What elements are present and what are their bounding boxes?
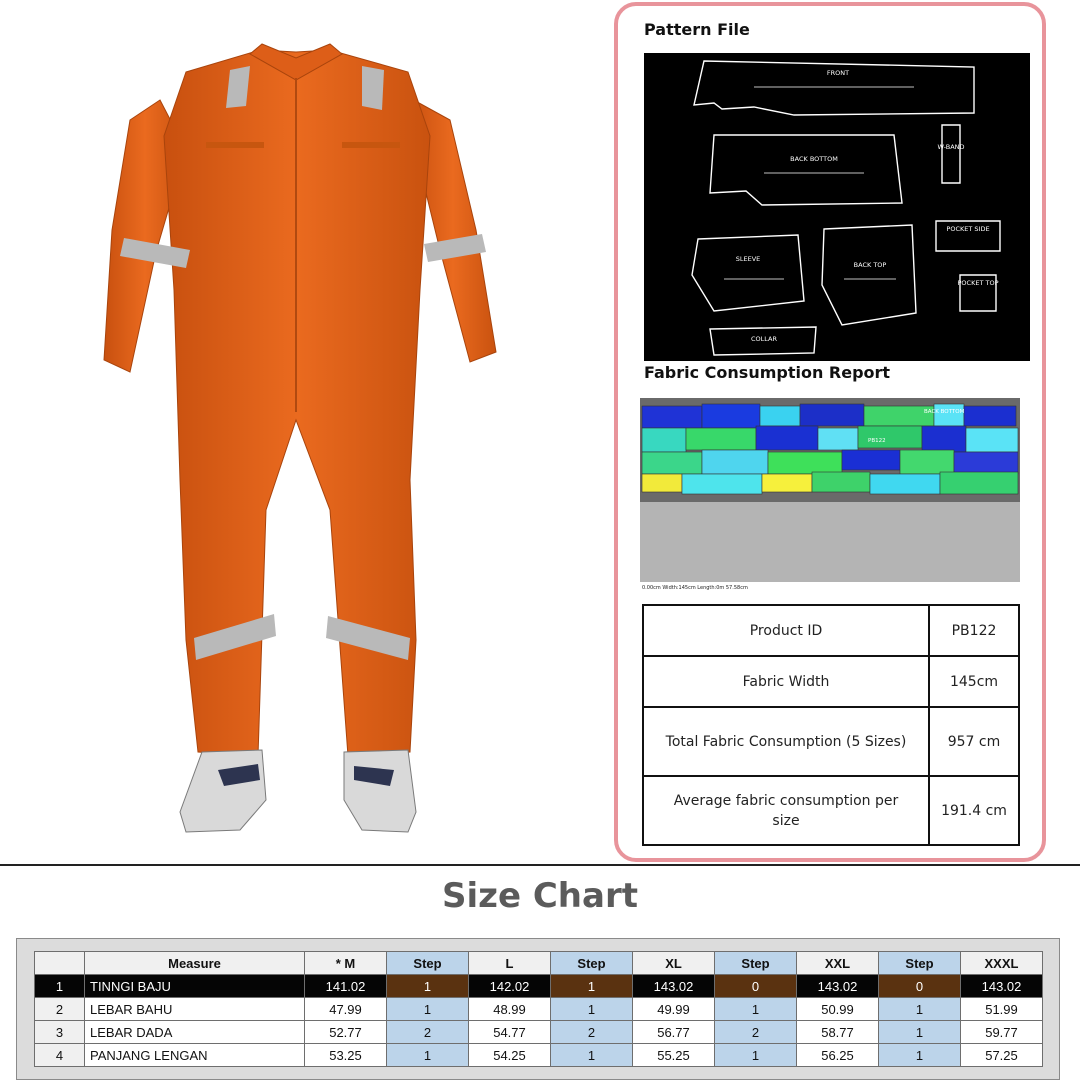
info-value: PB122 <box>929 605 1019 656</box>
marker-label-pb122: PB122 <box>868 438 886 444</box>
fabric-report-heading: Fabric Consumption Report <box>644 363 891 382</box>
info-row <box>643 707 1019 776</box>
pattern-pieces <box>644 53 1030 361</box>
step-cell[interactable]: 1 <box>879 1021 961 1044</box>
value-cell[interactable]: 48.99 <box>469 998 551 1021</box>
product-info-table <box>642 604 1020 846</box>
header-step[interactable]: Step <box>387 952 469 975</box>
header-step[interactable]: Step <box>879 952 961 975</box>
value-cell[interactable]: 51.99 <box>961 998 1043 1021</box>
step-cell[interactable]: 1 <box>715 998 797 1021</box>
step-cell[interactable]: 2 <box>387 1021 469 1044</box>
info-value: 191.4 cm <box>929 776 1019 845</box>
piece-label-pocket-top: POCKET TOP <box>957 279 999 287</box>
step-cell[interactable]: 1 <box>551 975 633 998</box>
value-cell[interactable]: 54.77 <box>469 1021 551 1044</box>
value-cell[interactable]: 56.77 <box>633 1021 715 1044</box>
value-cell[interactable]: 55.25 <box>633 1044 715 1067</box>
marker-label-back-bottom: BACK BOTTOM <box>924 409 965 415</box>
value-cell[interactable]: 143.02 <box>797 975 879 998</box>
measure-name[interactable]: PANJANG LENGAN <box>85 1044 305 1067</box>
marker-layout <box>640 398 1020 592</box>
info-row <box>643 605 1019 656</box>
row-index[interactable]: 4 <box>35 1044 85 1067</box>
value-cell[interactable]: 57.25 <box>961 1044 1043 1067</box>
info-label: Fabric Width <box>643 656 929 707</box>
measure-name[interactable]: LEBAR BAHU <box>85 998 305 1021</box>
size-chart-row[interactable] <box>35 998 1043 1021</box>
coverall-product-image <box>90 40 510 840</box>
piece-label-wband: W-BAND <box>937 143 965 151</box>
measure-name[interactable]: LEBAR DADA <box>85 1021 305 1044</box>
row-index[interactable]: 1 <box>35 975 85 998</box>
header-size-xl[interactable]: XL <box>633 952 715 975</box>
step-cell[interactable]: 1 <box>715 1044 797 1067</box>
size-chart-table <box>34 951 1043 1067</box>
step-cell[interactable]: 2 <box>715 1021 797 1044</box>
pattern-info-card <box>614 2 1046 862</box>
info-value: 957 cm <box>929 707 1019 776</box>
size-chart-grid <box>16 938 1060 1080</box>
value-cell[interactable]: 142.02 <box>469 975 551 998</box>
piece-label-sleeve: SLEEVE <box>735 255 761 263</box>
step-cell[interactable]: 1 <box>879 998 961 1021</box>
step-cell[interactable]: 1 <box>387 1044 469 1067</box>
row-index[interactable]: 2 <box>35 998 85 1021</box>
piece-label-collar: COLLAR <box>750 335 778 343</box>
step-cell[interactable]: 0 <box>879 975 961 998</box>
value-cell[interactable]: 52.77 <box>305 1021 387 1044</box>
value-cell[interactable]: 58.77 <box>797 1021 879 1044</box>
step-cell[interactable]: 1 <box>879 1044 961 1067</box>
row-index[interactable]: 3 <box>35 1021 85 1044</box>
info-row <box>643 776 1019 845</box>
piece-label-pocket-side: POCKET SIDE <box>946 225 990 233</box>
size-chart-row[interactable] <box>35 1021 1043 1044</box>
section-divider <box>0 864 1080 866</box>
value-cell[interactable]: 141.02 <box>305 975 387 998</box>
header-size-l[interactable]: L <box>469 952 551 975</box>
header-step[interactable]: Step <box>715 952 797 975</box>
piece-label-back-top: BACK TOP <box>853 261 887 269</box>
header-measure[interactable]: Measure <box>85 952 305 975</box>
info-row <box>643 656 1019 707</box>
step-cell[interactable]: 0 <box>715 975 797 998</box>
piece-label-back-bottom: BACK BOTTOM <box>790 155 838 163</box>
measure-name[interactable]: TINNGI BAJU <box>85 975 305 998</box>
value-cell[interactable]: 59.77 <box>961 1021 1043 1044</box>
value-cell[interactable]: 56.25 <box>797 1044 879 1067</box>
info-value: 145cm <box>929 656 1019 707</box>
pattern-file-image <box>644 53 1030 361</box>
info-label: Average fabric consumption per size <box>643 776 929 845</box>
value-cell[interactable]: 47.99 <box>305 998 387 1021</box>
size-chart-row[interactable] <box>35 1044 1043 1067</box>
piece-label-front: FRONT <box>826 69 850 77</box>
header-size-xxxl[interactable]: XXXL <box>961 952 1043 975</box>
header-step[interactable]: Step <box>551 952 633 975</box>
header-size-m[interactable]: * M <box>305 952 387 975</box>
size-chart-row-selected[interactable] <box>35 975 1043 998</box>
step-cell[interactable]: 1 <box>551 1044 633 1067</box>
value-cell[interactable]: 54.25 <box>469 1044 551 1067</box>
marker-layout-image <box>640 398 1020 592</box>
value-cell[interactable]: 143.02 <box>633 975 715 998</box>
header-index[interactable] <box>35 952 85 975</box>
value-cell[interactable]: 49.99 <box>633 998 715 1021</box>
value-cell[interactable]: 53.25 <box>305 1044 387 1067</box>
info-label: Total Fabric Consumption (5 Sizes) <box>643 707 929 776</box>
value-cell[interactable]: 143.02 <box>961 975 1043 998</box>
step-cell[interactable]: 2 <box>551 1021 633 1044</box>
header-size-xxl[interactable]: XXL <box>797 952 879 975</box>
pattern-file-heading: Pattern File <box>644 20 750 39</box>
marker-status-text: 0.00cm Width:145cm Length:0m 57.58cm <box>642 585 748 591</box>
info-label: Product ID <box>643 605 929 656</box>
coverall-illustration <box>90 40 510 840</box>
step-cell[interactable]: 1 <box>551 998 633 1021</box>
value-cell[interactable]: 50.99 <box>797 998 879 1021</box>
step-cell[interactable]: 1 <box>387 975 469 998</box>
size-chart-title: Size Chart <box>442 876 638 916</box>
step-cell[interactable]: 1 <box>387 998 469 1021</box>
size-chart-header-row <box>35 952 1043 975</box>
